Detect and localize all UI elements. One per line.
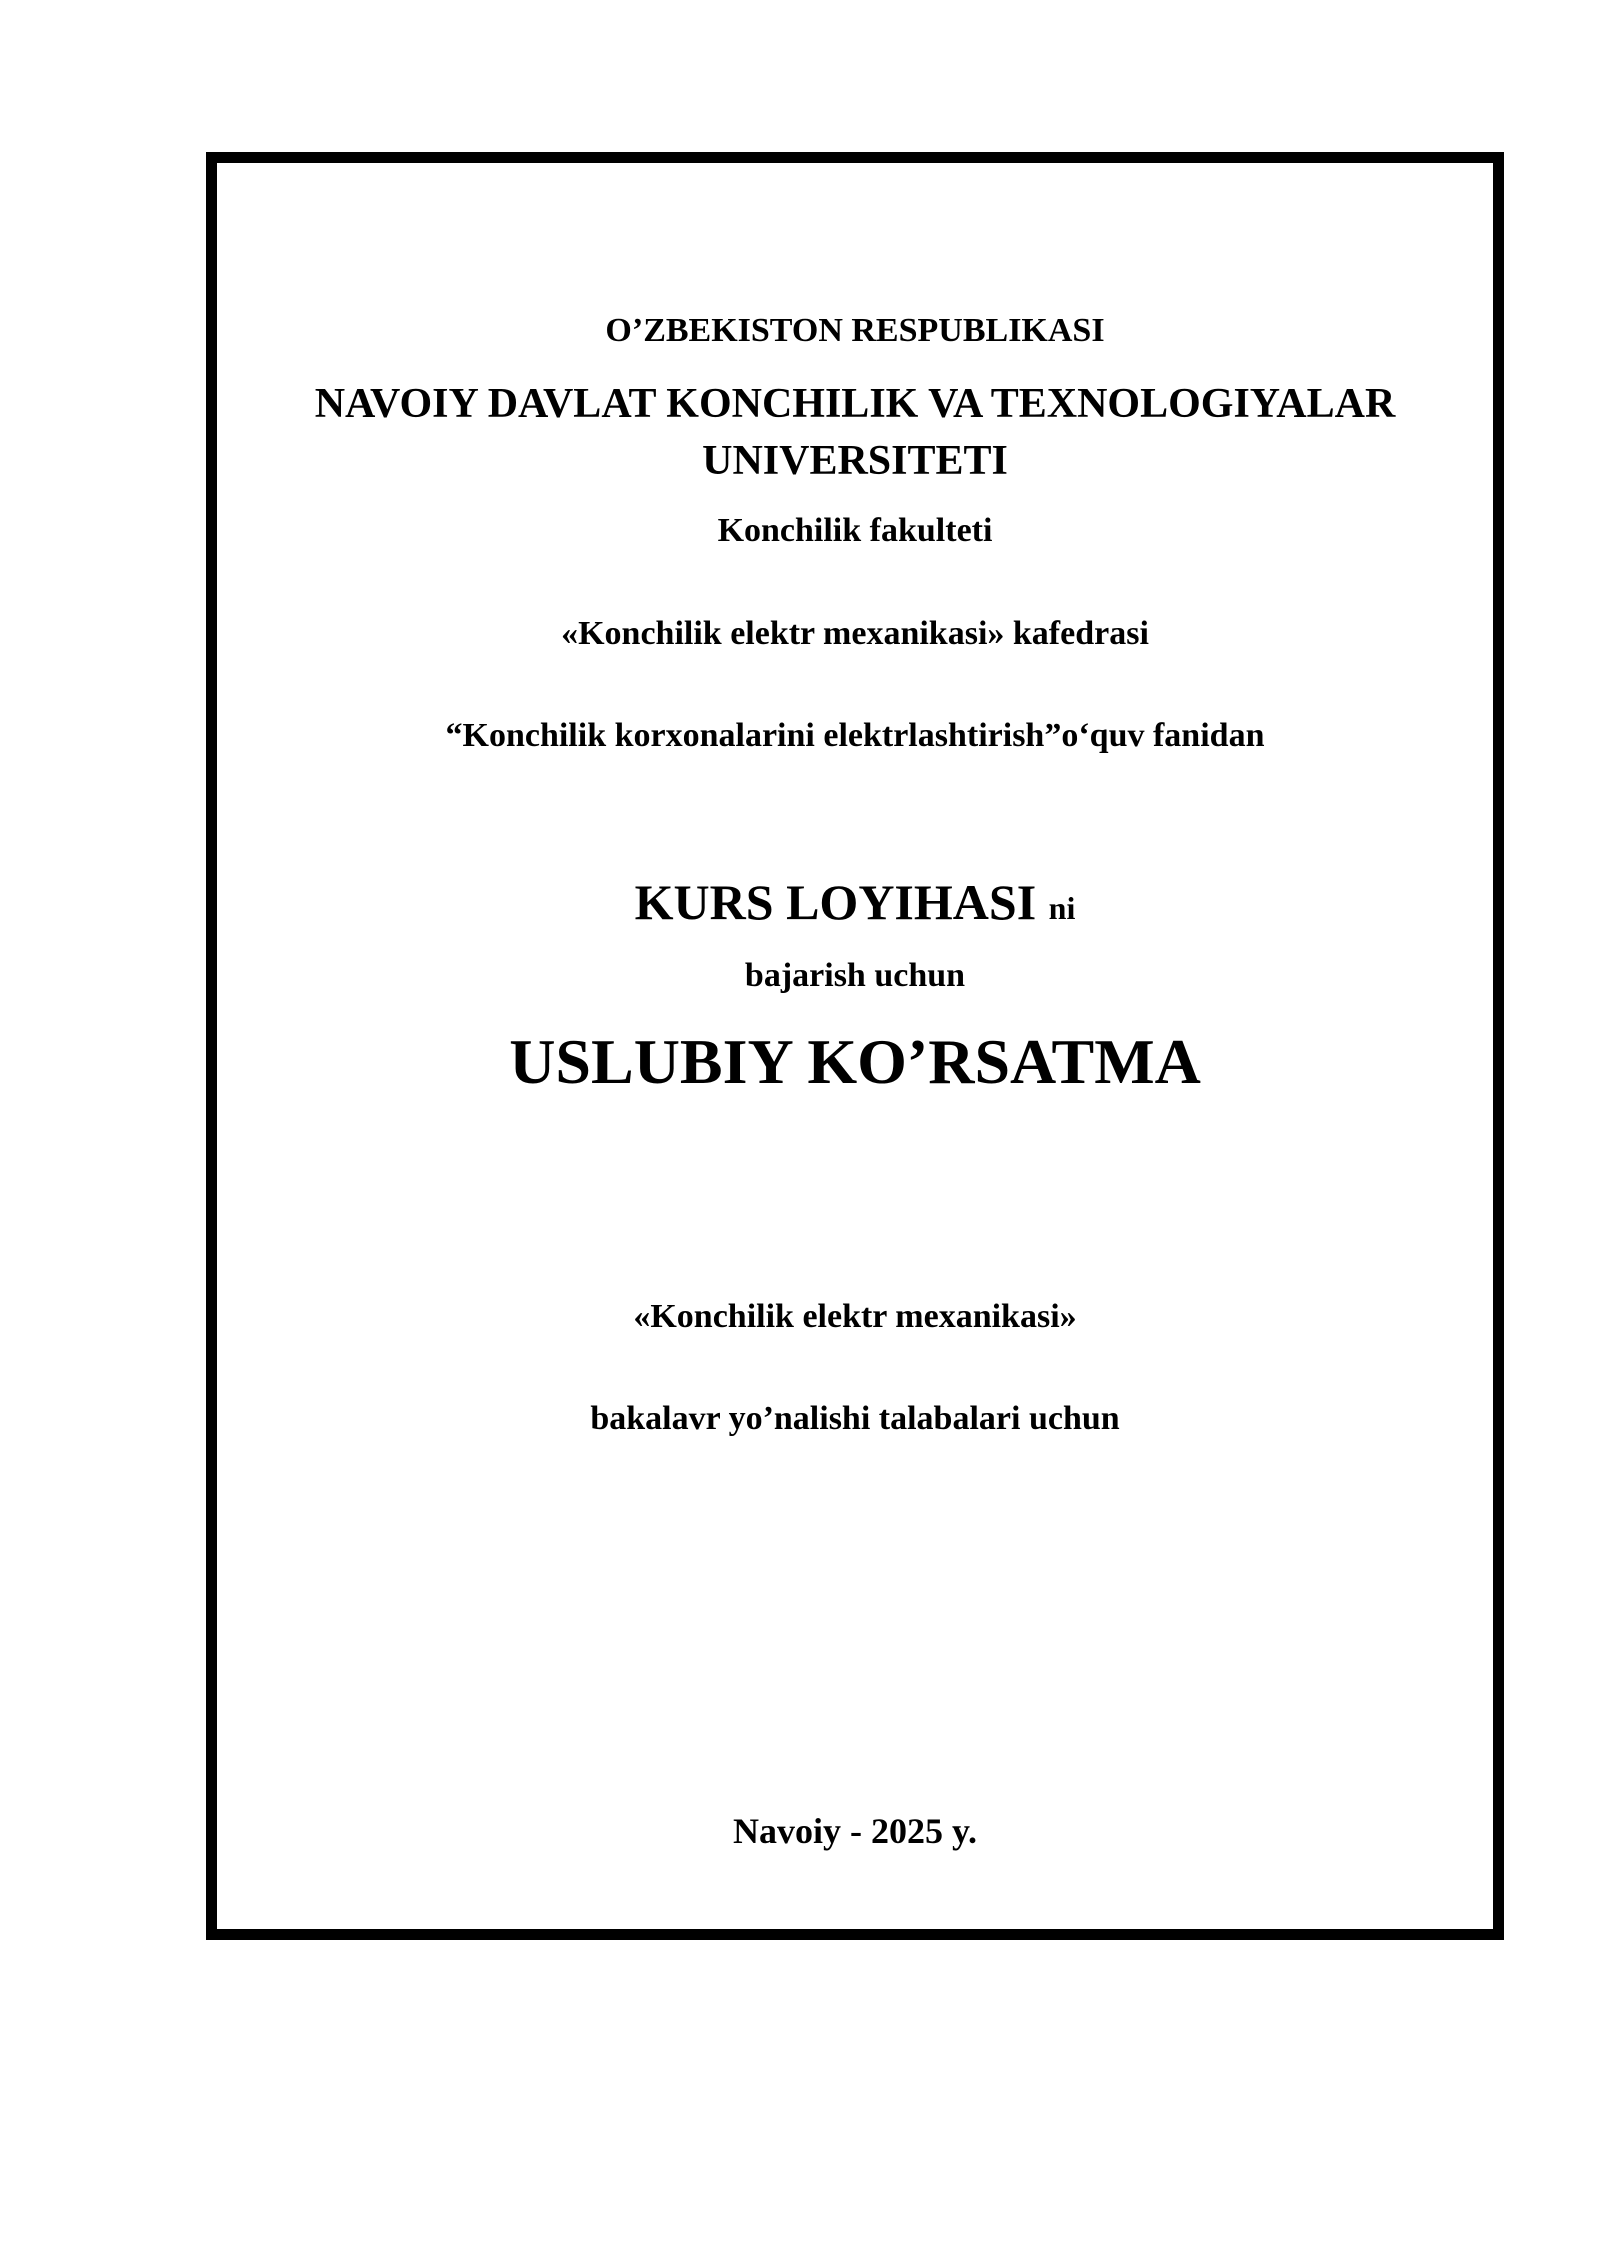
title-subtitle: bajarish uchun [744,957,966,994]
republic-heading: O’ZBEKISTON RESPUBLIKASI [605,312,1105,349]
city-year: Navoiy - 2025 y. [732,1811,977,1851]
faculty-name: Konchilik fakulteti [717,512,993,549]
audience-line: bakalavr yo’nalishi talabalari uchun [590,1400,1120,1437]
department-name: «Konchilik elektr mexanikasi» kafedrasi [561,615,1149,652]
kurs-loyihasi-main: KURS LOYIHASI [634,874,1037,930]
kurs-loyihasi-title [211,873,1499,931]
main-title: USLUBIY KO’RSATMA [509,1026,1201,1097]
university-name-line1: NAVOIY DAVLAT KONCHILIK VA TEXNOLOGIYALAR [314,381,1396,427]
university-name-line2: UNIVERSITETI [702,438,1008,484]
course-name: “Konchilik korxonalarini elektrlashtirish”o‘quv fanidan [445,717,1265,754]
specialty-name: «Konchilik elektr mexanikasi» [633,1298,1077,1335]
kurs-loyihasi-suffix: ni [1048,890,1076,926]
